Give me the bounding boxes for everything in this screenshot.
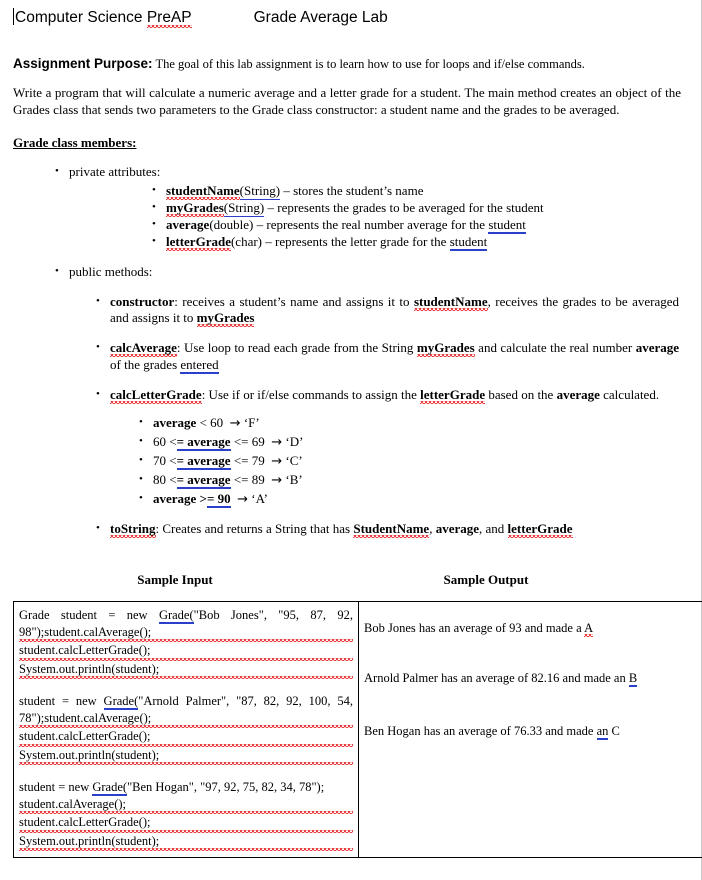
method-text-a: : Use if or if/else commands to assign the [201,387,421,403]
code-line: System.out.println(student); [19,747,353,766]
attribute-desc-tail: student [449,233,488,249]
output-mark-an: an [596,724,609,739]
scale-grade: ‘F’ [243,414,260,430]
scale-lhs: 70 < [153,452,177,468]
attribute-desc: – stores the student’s name [280,183,424,199]
method-tail-entered: entered [180,357,219,373]
output-line-1 [364,620,702,637]
code-block-2 [19,693,353,765]
method-calcaverage [13,340,687,374]
intro-paragraph: Write a program that will calculate a numeric average and a letter grade for a student. The main method creates an object of the Grades class that sends two parameters to the Grade class constructor: a student name and the grades to be averaged. [13,84,681,118]
code-line: student.calcLetterGrade(); [19,728,353,747]
assignment-purpose-line [13,56,687,73]
lab-title: Grade Average Lab [253,9,388,26]
attribute-desc-tail: student [488,216,526,232]
sample-io-table [13,601,702,858]
method-text-b: , [429,521,436,537]
code-block-3 [19,779,353,851]
output-text: Bob Jones has an average of 93 and made a [364,621,585,636]
method-ref-lettergrade: letterGrade [507,521,573,537]
method-name: calcLetterGrade [110,387,202,403]
attribute-name: letterGrade [166,233,231,249]
text-caret [13,8,14,25]
attribute-type: (String) [223,199,265,215]
method-name: constructor [110,293,175,309]
method-text-b: and calculate the real number [474,340,636,356]
assignment-purpose-text: The goal of this lab assignment is to learn how to use for loops and if/else commands. [155,57,585,71]
attribute-name: average [166,216,210,232]
arrow-icon: → [271,453,283,469]
code-ref-grade: Grade( [158,608,194,623]
code-line [19,779,353,796]
scale-lhs: 80 < [153,471,177,487]
sample-output-header: Sample Output [443,572,529,588]
output-text: Arnold Palmer has an average of 82.16 and made an [364,670,629,685]
method-name: toString [110,521,156,537]
method-text-b: , receives the grades to be averaged and assigns it to [110,293,679,326]
scale-grammar-span: = average [176,471,231,487]
method-ref-lettergrade: letterGrade [420,387,486,403]
code-line: 98");student.calAverage(); [19,624,353,643]
attribute-lettergrade [69,234,687,251]
output-mark-b: B [628,670,638,685]
arrow-icon: → [229,415,241,431]
grade-scale-row-f [13,415,687,433]
output-text: Ben Hogan has an average of 76.33 and made [364,724,597,739]
code-block-1 [19,607,353,679]
output-line-2 [364,670,702,687]
arrow-icon: → [271,472,283,488]
attribute-type: (double) [209,216,254,232]
attribute-type: (char) [230,233,262,249]
code-text: "Bob Jones", "95, 87, 92, [193,608,353,623]
method-text-c: calculated. [599,387,660,403]
code-line: System.out.println(student); [19,661,353,680]
scale-grade: ‘D’ [285,433,304,449]
grade-scale-row-d [13,434,687,452]
method-calclettergrade [13,387,687,404]
public-methods-label: public methods: [69,263,153,279]
sample-input-header: Sample Input [137,572,213,588]
method-constructor [13,294,687,328]
output-line-3 [364,723,702,740]
code-text: student = new [19,780,93,795]
method-ref-mygrades: myGrades [196,310,255,326]
sample-table-headers [13,572,687,590]
method-text-c: of the grades [110,357,181,373]
method-name: calcAverage [110,340,177,356]
code-line: student.calAverage(); [19,796,353,815]
methods-list [13,294,687,404]
code-text: student = new [19,694,104,709]
grade-scale-row-c [13,453,687,471]
sample-input-cell [14,602,359,858]
attribute-name: studentName [166,183,240,199]
code-gap [19,679,353,693]
code-line: student.calcLetterGrade(); [19,642,353,661]
scale-grade: ‘A’ [251,490,268,506]
code-ref-grade: Grade( [92,780,128,795]
method-text-a: : Creates and returns a String that has [155,521,354,537]
scale-grade: ‘C’ [285,452,303,468]
output-mark-a: A [584,621,594,636]
scale-grammar-span: = average [176,433,231,449]
method-ref-average: average [435,521,479,537]
sample-output-cell [359,602,702,858]
code-ref-grade: Grade( [103,694,139,709]
course-title: Computer Science PreAP [15,9,192,26]
method-ref-average: average [635,340,679,356]
scale-grammar-span: = 90 [206,490,231,506]
output-text: C [608,724,620,739]
assignment-purpose-label: Assignment Purpose: [13,56,153,71]
tostring-list [13,521,687,538]
code-text: "Ben Hogan", "97, 92, 75, 82, 34, 78"); [127,780,325,795]
code-line [19,693,353,710]
scale-lhs: 60 < [153,433,177,449]
attributes-list [69,183,687,251]
grade-scale-row-b [13,472,687,490]
attribute-mygrades [69,200,687,217]
method-ref-mygrades: myGrades [416,340,475,356]
table-row [14,602,702,858]
arrow-icon: → [237,491,249,507]
method-text-b: based on the [485,387,557,403]
public-methods-section [13,264,687,281]
grade-scale-row-a [13,491,687,509]
code-text: Grade student = new [19,608,159,623]
scale-lhs: average > [153,490,207,506]
code-line: student.calcLetterGrade(); [19,814,353,833]
code-gap [19,765,353,779]
code-line: System.out.println(student); [19,833,353,852]
scale-grammar-span: = average [176,452,231,468]
method-ref-studentname: StudentName [353,521,430,537]
grade-scale-list [13,415,687,508]
attribute-name: myGrades [166,199,224,215]
attribute-desc: – represents the real number average for the [253,216,489,232]
output-gap [364,637,702,670]
class-members-heading: Grade class members: [13,135,137,151]
method-text-c: , and [479,521,508,537]
attribute-desc: – represents the letter grade for the [262,233,450,249]
scale-op1: < 60 [196,414,224,430]
scale-spacer [13,404,687,414]
method-text-a: : Use loop to read each grade from the String [176,340,417,356]
method-tostring [13,521,687,538]
attribute-desc: – represents the grades to be averaged for the student [264,199,544,215]
output-gap [364,686,702,723]
class-members-list [13,164,687,250]
arrow-icon: → [271,434,283,450]
code-line [19,607,353,624]
scale-op2: <= 69 [230,433,265,449]
scale-op2: <= 79 [230,452,265,468]
method-ref-studentname: studentName [413,293,488,309]
attribute-average [69,217,687,234]
private-attributes-label: private attributes: [69,164,161,180]
document-header [13,0,687,40]
scale-op2: <= 89 [230,471,265,487]
scale-grade: ‘B’ [285,471,303,487]
attribute-type: (String) [239,183,281,199]
course-title-preap-misspelling: PreAP [146,9,192,26]
method-text-a: : receives a student’s name and assigns it to [174,293,414,309]
code-text: "Arnold Palmer", "87, 82, 92, 100, 54, [138,694,353,709]
output-top-pad [364,607,702,620]
code-line: 78");student.calAverage(); [19,710,353,729]
method-ref-average: average [556,387,600,403]
public-methods-item [13,264,687,281]
private-attributes-item [13,164,687,250]
scale-lhs: average [153,414,197,430]
attribute-studentname [69,183,687,200]
